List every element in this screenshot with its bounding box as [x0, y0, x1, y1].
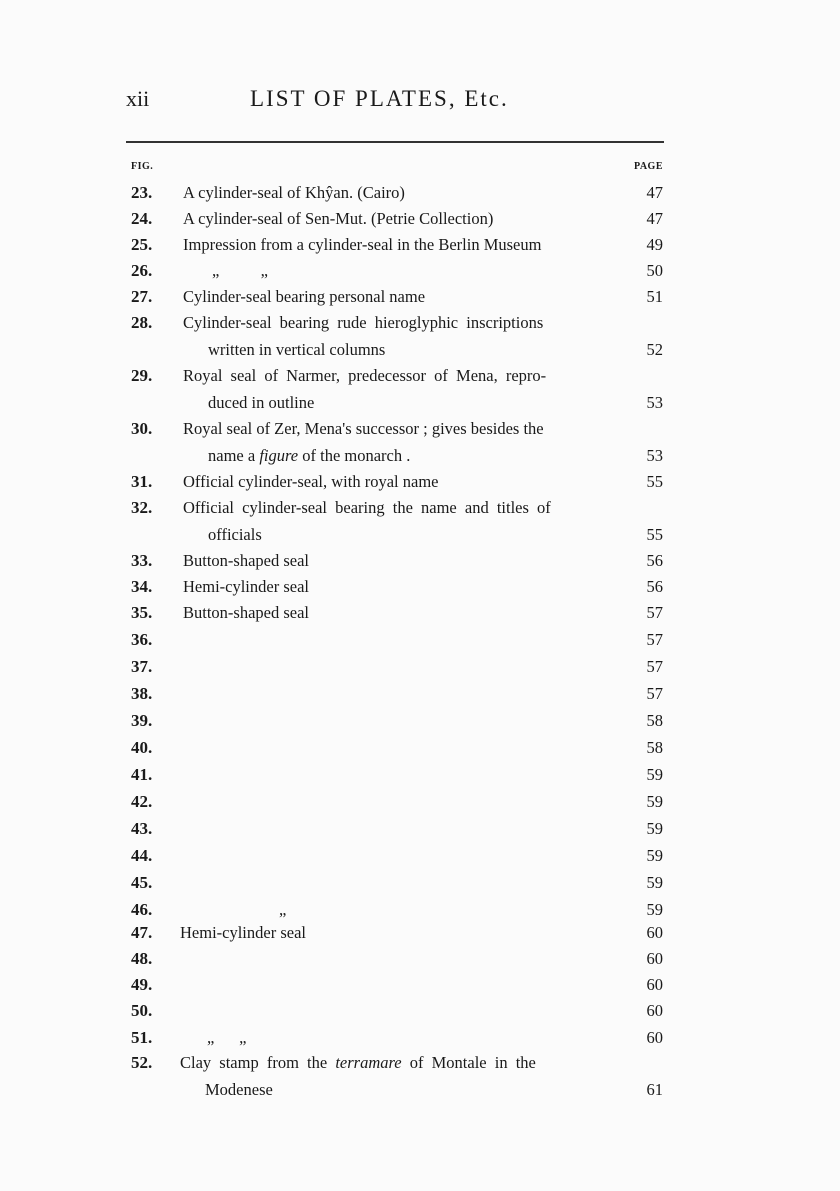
page-ref: 55 — [646, 472, 663, 491]
list-item — [0, 975, 840, 1001]
fig-number: 40. — [131, 738, 153, 757]
fig-description: Royal seal of Narmer, predecessor of Mena, repro- — [183, 366, 547, 385]
list-item — [0, 313, 840, 339]
page-ref: 57 — [646, 684, 663, 703]
page-title: LIST OF PLATES, Etc. — [250, 86, 509, 111]
list-item — [0, 792, 840, 818]
list-item — [0, 738, 840, 764]
page-ref: 60 — [646, 949, 663, 968]
fig-number: 36. — [131, 630, 153, 649]
page-ref: 56 — [646, 577, 663, 596]
list-item — [0, 1053, 840, 1079]
fig-number: 37. — [131, 657, 153, 676]
fig-description: A cylinder-seal of Khŷan. (Cairo) — [183, 183, 405, 202]
fig-number: 52. — [131, 1053, 153, 1072]
list-item — [0, 949, 840, 975]
list-item — [0, 209, 840, 235]
fig-number: 39. — [131, 711, 153, 730]
fig-description: Cylinder-seal bearing personal name — [183, 287, 426, 306]
fig-number: 29. — [131, 366, 153, 385]
list-item — [0, 183, 840, 209]
fig-number: 33. — [131, 551, 153, 570]
list-item — [0, 1028, 840, 1054]
page-ref: 60 — [646, 975, 663, 994]
page-ref: 60 — [646, 1001, 663, 1020]
list-item — [0, 923, 840, 949]
list-item — [0, 261, 840, 287]
ditto-marks: „ — [279, 900, 287, 919]
fig-number: 34. — [131, 577, 153, 596]
page-ref: 58 — [646, 711, 663, 730]
fig-number: 45. — [131, 873, 153, 892]
ditto-marks: „ „ — [207, 1028, 247, 1047]
fig-description: Button-shaped seal — [183, 551, 310, 570]
list-item — [0, 577, 840, 603]
fig-description-continued: name a figure of the monarch . — [208, 446, 411, 465]
list-item-continuation — [0, 446, 840, 472]
list-item — [0, 366, 840, 392]
page-ref: 53 — [646, 393, 663, 412]
fig-number: 42. — [131, 792, 153, 811]
fig-description: Button-shaped seal — [183, 603, 310, 622]
list-item-continuation — [0, 393, 840, 419]
fig-description: Impression from a cylinder-seal in the Berlin Museum — [183, 235, 542, 254]
page-ref: 47 — [646, 209, 663, 228]
list-item — [0, 873, 840, 899]
list-item — [0, 1001, 840, 1027]
fig-number: 44. — [131, 846, 153, 865]
page-ref: 57 — [646, 630, 663, 649]
fig-number: 49. — [131, 975, 153, 994]
ditto-marks: „ „ — [212, 261, 268, 280]
fig-number: 31. — [131, 472, 153, 491]
fig-number: 24. — [131, 209, 153, 228]
page-column-heading: PAGE — [633, 161, 663, 172]
fig-number: 38. — [131, 684, 153, 703]
fig-description-continued: Modenese — [205, 1080, 273, 1099]
fig-number: 27. — [131, 287, 153, 306]
fig-description-continued: duced in outline — [208, 393, 315, 412]
page-ref: 51 — [646, 287, 663, 306]
list-item — [0, 419, 840, 445]
list-item — [0, 603, 840, 629]
page-ref: 59 — [646, 873, 663, 892]
list-item — [0, 765, 840, 791]
fig-description: Hemi-cylinder seal — [183, 577, 309, 596]
list-item-continuation — [0, 340, 840, 366]
page-number: xii — [126, 86, 150, 111]
list-item — [0, 235, 840, 261]
page-ref: 60 — [646, 923, 663, 942]
page-ref: 49 — [646, 235, 663, 254]
list-item — [0, 684, 840, 710]
fig-number: 41. — [131, 765, 153, 784]
header-rule — [126, 141, 664, 143]
fig-number: 28. — [131, 313, 153, 332]
page-ref: 55 — [646, 525, 663, 544]
fig-column-heading: FIG. — [131, 161, 154, 172]
fig-description: A cylinder-seal of Sen-Mut. (Petrie Collection) — [183, 209, 494, 228]
list-item — [0, 472, 840, 498]
page-ref: 59 — [646, 765, 663, 784]
page-ref: 59 — [646, 819, 663, 838]
fig-description-continued: officials — [208, 525, 262, 544]
emphasis: terramare — [335, 1053, 402, 1072]
page-ref: 57 — [646, 657, 663, 676]
page-ref: 60 — [646, 1028, 663, 1047]
page-ref: 56 — [646, 551, 663, 570]
page-ref: 59 — [646, 792, 663, 811]
fig-number: 26. — [131, 261, 153, 280]
fig-number: 46. — [131, 900, 153, 919]
list-item — [0, 630, 840, 656]
emphasis: figure — [259, 446, 299, 465]
fig-number: 48. — [131, 949, 153, 968]
page-ref: 47 — [646, 183, 663, 202]
list-item — [0, 711, 840, 737]
fig-description-continued: written in vertical columns — [208, 340, 386, 359]
fig-number: 35. — [131, 603, 153, 622]
list-item-continuation — [0, 525, 840, 551]
list-item — [0, 657, 840, 683]
page-ref: 59 — [646, 846, 663, 865]
list-item — [0, 287, 840, 313]
running-header — [0, 86, 840, 126]
fig-description: Clay stamp from the terramare of Montale in the — [180, 1053, 536, 1072]
fig-number: 47. — [131, 923, 153, 942]
fig-description: Official cylinder-seal bearing the name and titles of — [183, 498, 551, 517]
page-ref: 57 — [646, 603, 663, 622]
fig-number: 25. — [131, 235, 153, 254]
list-item — [0, 498, 840, 524]
fig-description: Cylinder-seal bearing rude hieroglyphic inscriptions — [183, 313, 544, 332]
fig-number: 23. — [131, 183, 153, 202]
list-item — [0, 551, 840, 577]
fig-description: Royal seal of Zer, Mena's successor ; gives besides the — [183, 419, 544, 438]
fig-number: 43. — [131, 819, 153, 838]
list-item — [0, 846, 840, 872]
page-ref: 61 — [646, 1080, 663, 1099]
fig-description: Official cylinder-seal, with royal name — [183, 472, 439, 491]
page-ref: 50 — [646, 261, 663, 280]
list-item — [0, 819, 840, 845]
list-item-continuation — [0, 1080, 840, 1106]
fig-number: 30. — [131, 419, 153, 438]
page-ref: 53 — [646, 446, 663, 465]
page-ref: 52 — [646, 340, 663, 359]
fig-number: 50. — [131, 1001, 153, 1020]
fig-description: Hemi-cylinder seal — [180, 923, 306, 942]
fig-number: 32. — [131, 498, 153, 517]
page-ref: 59 — [646, 900, 663, 919]
fig-number: 51. — [131, 1028, 153, 1047]
page-ref: 58 — [646, 738, 663, 757]
